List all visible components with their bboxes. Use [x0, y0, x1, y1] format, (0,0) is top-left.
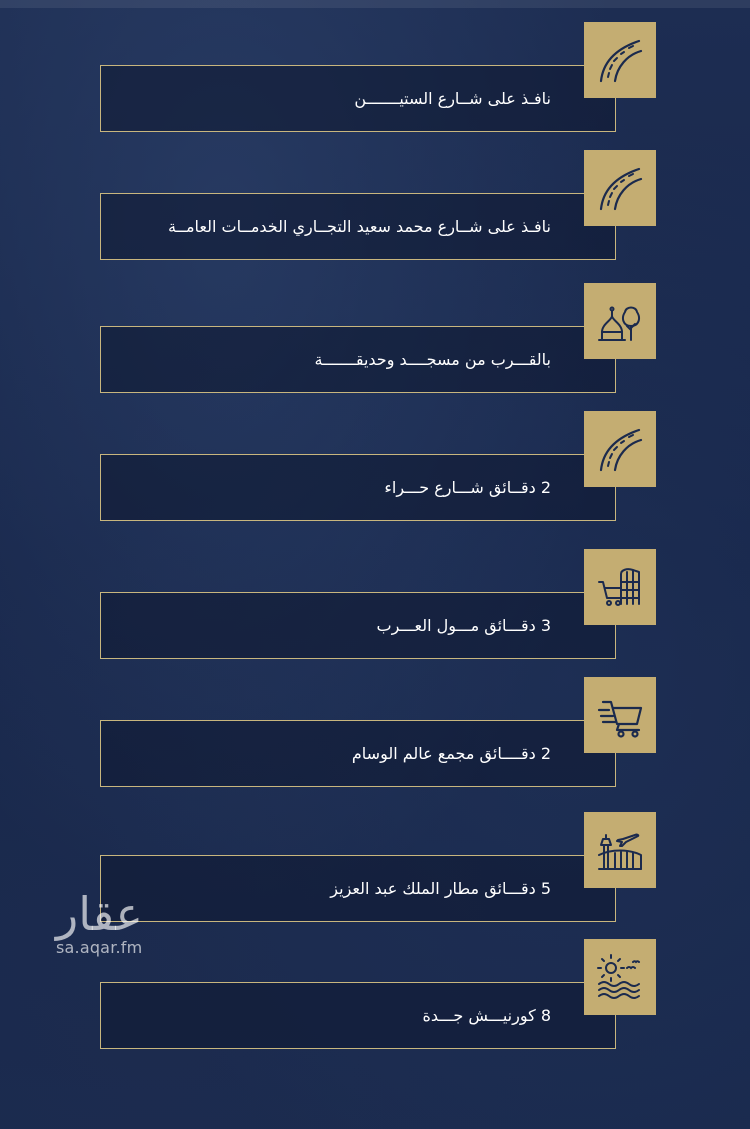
feature-item [0, 939, 750, 1079]
mall-cart-icon [584, 549, 656, 625]
road-icon [584, 411, 656, 487]
feature-label: نافـذ على شــارع الستيـــــــن [354, 89, 551, 108]
feature-label: 5 دقـــائق مطار الملك عبد العزيز [330, 879, 551, 898]
feature-box [100, 720, 616, 787]
road-icon [584, 150, 656, 226]
feature-item [0, 549, 750, 689]
corniche-sea-icon [584, 939, 656, 1015]
feature-item [0, 677, 750, 817]
watermark-logo: عقار [56, 887, 143, 941]
airport-icon [584, 812, 656, 888]
feature-label: 2 دقــائق شـــارع حـــراء [384, 478, 551, 497]
feature-label: 8 كورنيـــش جـــدة [422, 1006, 551, 1025]
feature-label: بالقـــرب من مسجــــد وحديقـــــــة [314, 350, 551, 369]
feature-label: 3 دقـــائق مـــول العـــرب [376, 616, 551, 635]
feature-box [100, 326, 616, 393]
shopping-cart-icon [584, 677, 656, 753]
feature-item [0, 411, 750, 551]
feature-box [100, 65, 616, 132]
feature-box [100, 454, 616, 521]
feature-box [100, 982, 616, 1049]
feature-item [0, 283, 750, 423]
watermark [56, 888, 143, 957]
feature-label: 2 دقــــائق مجمع عالم الوسام [351, 744, 551, 763]
feature-box [100, 193, 616, 260]
mosque-tree-icon [584, 283, 656, 359]
feature-item [0, 150, 750, 290]
top-edge [0, 0, 750, 8]
feature-box [100, 855, 616, 922]
watermark-url: sa.aqar.fm [56, 938, 143, 957]
feature-item [0, 22, 750, 162]
road-icon [584, 22, 656, 98]
feature-label: نافـذ على شــارع محمد سعيد التجــاري الخدمــات العامــة [167, 217, 551, 236]
feature-box [100, 592, 616, 659]
